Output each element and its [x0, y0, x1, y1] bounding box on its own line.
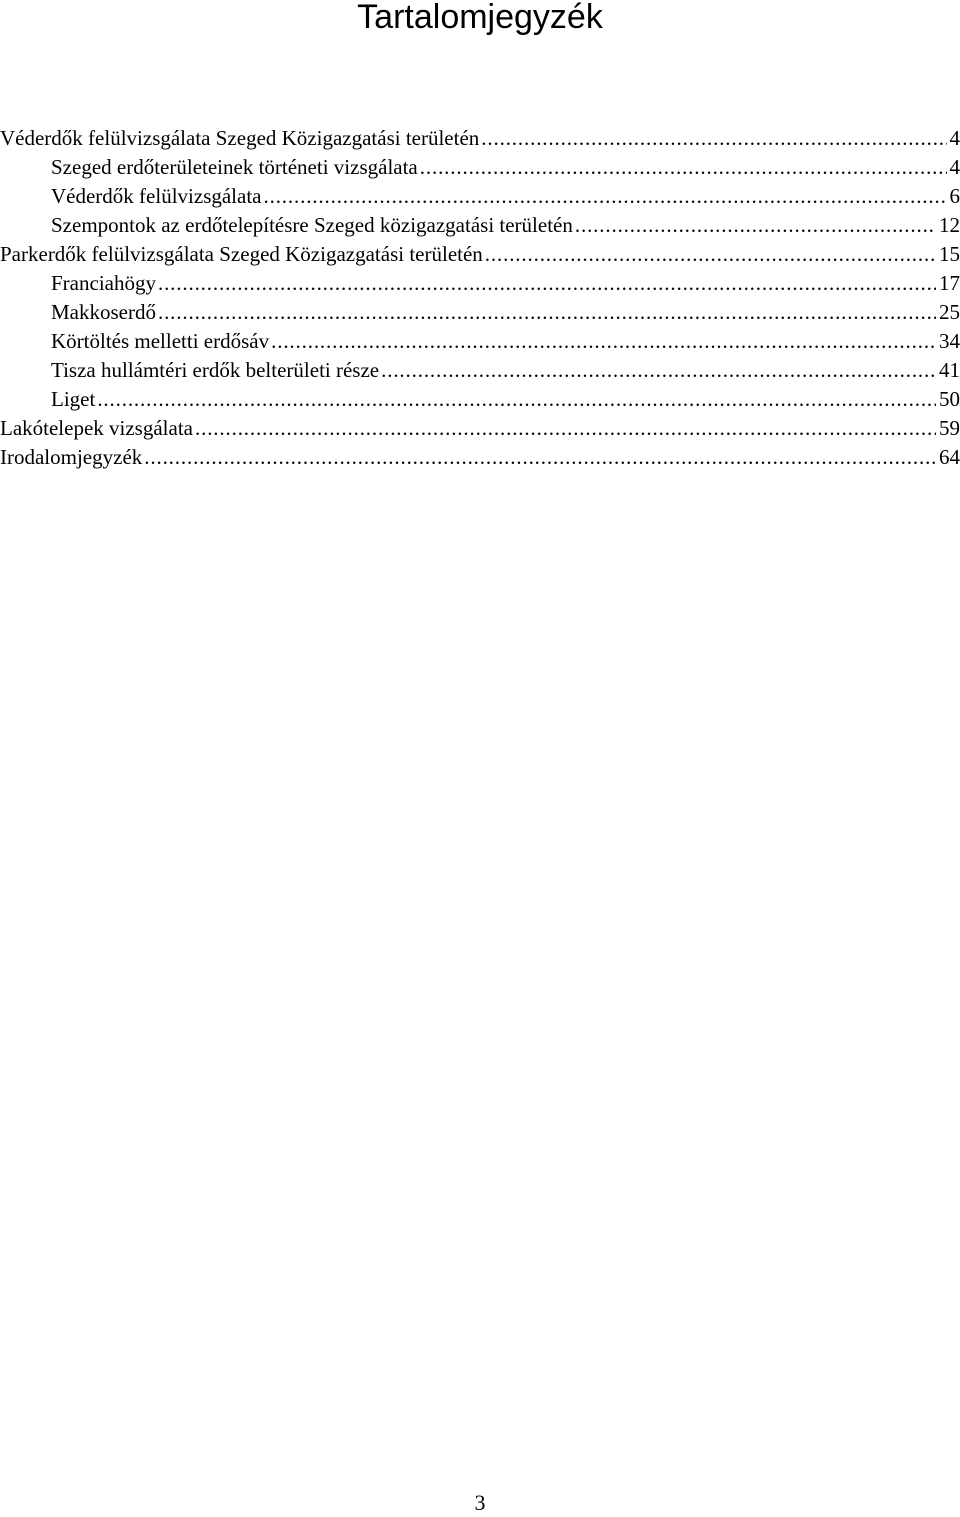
toc-dot-leader: [271, 327, 936, 356]
toc-dot-leader: [264, 182, 947, 211]
toc-entry-label: Körtöltés melletti erdősáv: [51, 329, 270, 353]
toc-entry[interactable]: [0, 298, 960, 327]
toc-dot-leader: [381, 356, 936, 385]
toc-entry-label: Liget: [51, 387, 96, 411]
toc-entry-page: 41: [939, 358, 960, 382]
toc-entry-label: Makkoserdő: [51, 300, 156, 324]
toc-entry[interactable]: [0, 443, 960, 472]
toc-entry-label: Franciahögy: [51, 271, 156, 295]
toc-entry-label: Parkerdők felülvizsgálata Szeged Közigazgatási területén: [0, 242, 483, 266]
toc-entry[interactable]: [0, 356, 960, 385]
toc-entry-page: 12: [939, 213, 960, 237]
toc-entry[interactable]: [0, 182, 960, 211]
toc-dot-leader: [97, 385, 936, 414]
toc-entry[interactable]: [0, 153, 960, 182]
toc-entry[interactable]: [0, 269, 960, 298]
toc-dot-leader: [485, 240, 936, 269]
toc-entry[interactable]: [0, 211, 960, 240]
toc-entry[interactable]: [0, 327, 960, 356]
page-title: Tartalomjegyzék: [357, 0, 603, 36]
toc-entry-page: 50: [939, 387, 960, 411]
toc-entry-label: Véderdők felülvizsgálata Szeged Közigazgatási területén: [0, 126, 480, 150]
toc-entry-page: 17: [939, 271, 960, 295]
toc-dot-leader: [158, 298, 936, 327]
table-of-contents: [0, 124, 960, 472]
toc-entry-page: 34: [939, 329, 960, 353]
toc-entry-label: Szempontok az erdőtelepítésre Szeged közigazgatási területén: [51, 213, 573, 237]
toc-entry-page: 59: [939, 416, 960, 440]
toc-dot-leader: [481, 124, 946, 153]
toc-entry-page: 4: [949, 126, 960, 150]
page-number: 3: [474, 1490, 486, 1515]
toc-entry-label: Szeged erdőterületeinek történeti vizsgálata: [51, 155, 418, 179]
toc-dot-leader: [195, 414, 936, 443]
toc-dot-leader: [158, 269, 936, 298]
toc-entry-page: 15: [939, 242, 960, 266]
toc-entry[interactable]: [0, 385, 960, 414]
toc-entry-label: Véderdők felülvizsgálata: [51, 184, 262, 208]
toc-entry-page: 6: [949, 184, 960, 208]
toc-entry-label: Tisza hullámtéri erdők belterületi része: [51, 358, 380, 382]
toc-entry-label: Irodalomjegyzék: [0, 445, 143, 469]
toc-entry-label: Lakótelepek vizsgálata: [0, 416, 193, 440]
toc-entry[interactable]: [0, 124, 960, 153]
toc-entry-page: 4: [949, 155, 960, 179]
toc-dot-leader: [420, 153, 947, 182]
toc-entry[interactable]: [0, 414, 960, 443]
toc-entry-page: 64: [939, 445, 960, 469]
toc-dot-leader: [144, 443, 936, 472]
toc-entry[interactable]: [0, 240, 960, 269]
toc-entry-page: 25: [939, 300, 960, 324]
toc-dot-leader: [575, 211, 936, 240]
